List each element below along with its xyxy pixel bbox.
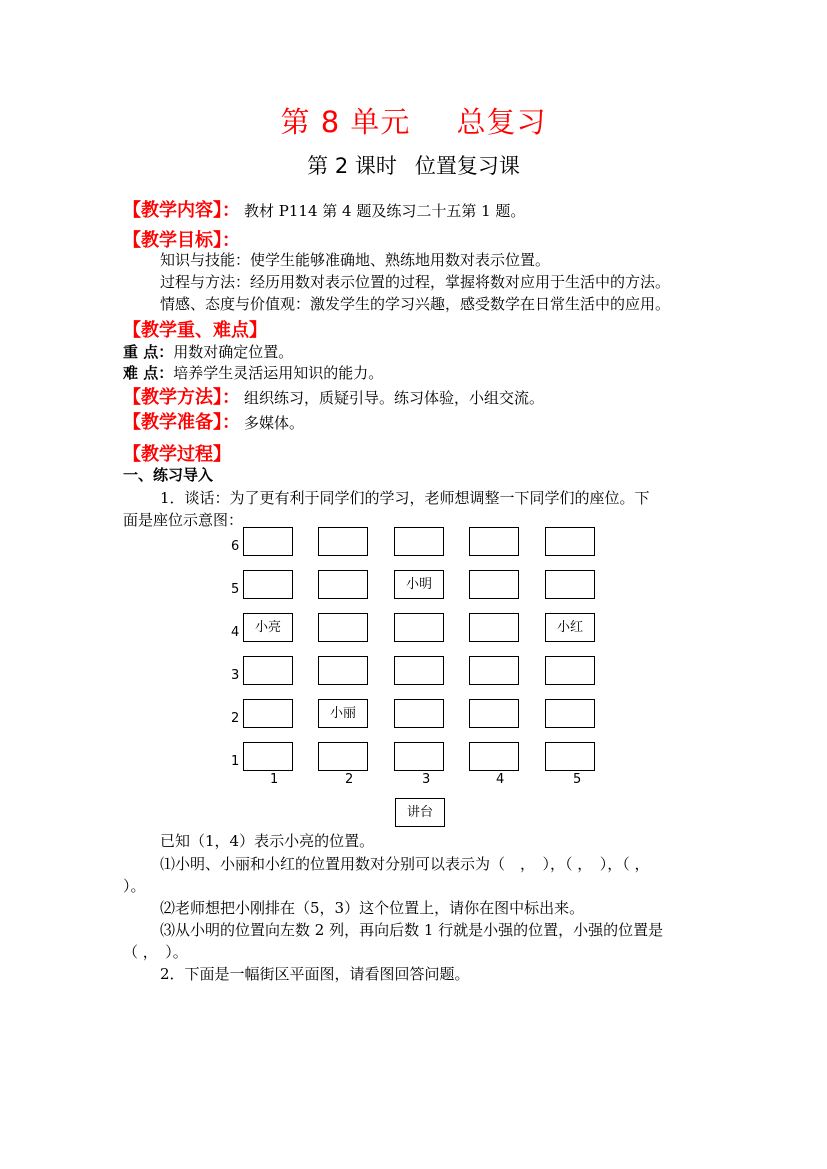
row-label-3: 3 bbox=[231, 668, 240, 683]
goal-knowledge: 知识与技能：使学生能够准确地、熟练地用数对表示位置。 bbox=[160, 251, 551, 269]
seat-r5-c5[interactable] bbox=[545, 570, 595, 599]
seat-r4-c4[interactable] bbox=[469, 613, 519, 642]
question-a-line-2: ）。 bbox=[123, 877, 146, 895]
seat-r5-c4[interactable] bbox=[469, 570, 519, 599]
known-position: 已知（1，4）表示小亮的位置。 bbox=[160, 832, 375, 850]
question-1-line-2: 面是座位示意图： bbox=[123, 511, 244, 529]
row-label-5: 5 bbox=[231, 582, 240, 597]
lesson-number: 第 2 课时 bbox=[307, 154, 397, 178]
content-heading bbox=[123, 196, 525, 222]
question-c-line-1: ⑶从小明的位置向左数 2 列，再向后数 1 行就是小强的位置，小强的位置是 bbox=[160, 921, 664, 939]
question-1-line-1: 1．谈话：为了更有利于同学们的学习，老师想调整一下同学们的座位。下 bbox=[160, 489, 650, 507]
lesson-name: 位置复习课 bbox=[414, 154, 520, 178]
seat-r5-c2[interactable] bbox=[318, 570, 368, 599]
content-value: 教材 P114 第 4 题及练习二十五第 1 题。 bbox=[244, 202, 526, 220]
question-c-line-2: （ ， ）。 bbox=[123, 943, 188, 961]
seat-r5-c1[interactable] bbox=[243, 570, 293, 599]
seat-r2-c4[interactable] bbox=[469, 699, 519, 728]
key-point-value: 用数对确定位置。 bbox=[173, 343, 294, 361]
seat-r4-c3[interactable] bbox=[394, 613, 444, 642]
question-b: ⑵老师想把小刚排在（5，3）这个位置上，请你在图中标出来。 bbox=[160, 899, 585, 917]
seat-r3-c3[interactable] bbox=[394, 656, 444, 685]
goals-label: 【教学目标】： bbox=[123, 230, 240, 251]
keypoints-label: 【教学重、难点】 bbox=[123, 320, 267, 341]
goal-process: 过程与方法：经历用数对表示位置的过程，掌握将数对应用于生活中的方法。 bbox=[160, 273, 671, 291]
seat-r6-c5[interactable] bbox=[545, 527, 595, 556]
process-heading bbox=[123, 440, 231, 466]
unit-name: 总复习 bbox=[456, 105, 547, 139]
section-1-title: 一、练习导入 bbox=[123, 466, 214, 484]
question-2: 2．下面是一幅街区平面图，请看图回答问题。 bbox=[160, 965, 470, 983]
difficult-point-label: 难 点： bbox=[123, 364, 174, 382]
seat-r1-c3[interactable] bbox=[394, 742, 444, 771]
key-point-label: 重 点： bbox=[123, 343, 174, 361]
seat-r6-c2[interactable] bbox=[318, 527, 368, 556]
seat-r1-c4[interactable] bbox=[469, 742, 519, 771]
row-label-4: 4 bbox=[231, 625, 240, 640]
col-label-1: 1 bbox=[270, 772, 279, 787]
seat-r6-c1[interactable] bbox=[243, 527, 293, 556]
seat-r3-c5[interactable] bbox=[545, 656, 595, 685]
difficult-point-value: 培养学生灵活运用知识的能力。 bbox=[173, 364, 384, 382]
methods-label: 【教学方法】： bbox=[123, 387, 240, 408]
question-a-line-1: ⑴小明、小丽和小红的位置用数对分别可以表示为（ ， ），（ ， ），（ ， bbox=[160, 855, 650, 873]
unit-title bbox=[0, 100, 827, 141]
col-label-2: 2 bbox=[345, 772, 354, 787]
process-label: 【教学过程】 bbox=[123, 444, 231, 465]
seat-r2-c3[interactable] bbox=[394, 699, 444, 728]
seat-r6-c4[interactable] bbox=[469, 527, 519, 556]
difficult-point bbox=[123, 362, 383, 383]
seat-r4-c2[interactable] bbox=[318, 613, 368, 642]
lesson-title bbox=[0, 150, 827, 180]
seat-r3-c2[interactable] bbox=[318, 656, 368, 685]
methods-heading bbox=[123, 383, 544, 409]
row-label-2: 2 bbox=[231, 711, 240, 726]
seat-r4-c1[interactable]: 小亮 bbox=[243, 613, 293, 642]
keypoints-heading bbox=[123, 316, 267, 342]
col-label-5: 5 bbox=[573, 772, 582, 787]
seat-r3-c1[interactable] bbox=[243, 656, 293, 685]
seat-r2-c1[interactable] bbox=[243, 699, 293, 728]
content-label: 【教学内容】： bbox=[123, 200, 240, 221]
col-label-4: 4 bbox=[496, 772, 505, 787]
key-point bbox=[123, 341, 293, 362]
seat-r1-c2[interactable] bbox=[318, 742, 368, 771]
seat-r2-c5[interactable] bbox=[545, 699, 595, 728]
row-label-1: 1 bbox=[231, 754, 240, 769]
methods-value: 组织练习，质疑引导。练习体验，小组交流。 bbox=[244, 389, 545, 407]
seat-r6-c3[interactable] bbox=[394, 527, 444, 556]
prep-heading bbox=[123, 408, 304, 434]
seat-r3-c4[interactable] bbox=[469, 656, 519, 685]
seat-r2-c2[interactable]: 小丽 bbox=[318, 699, 368, 728]
seat-r5-c3[interactable]: 小明 bbox=[394, 570, 444, 599]
col-label-3: 3 bbox=[422, 772, 431, 787]
seat-r1-c1[interactable] bbox=[243, 742, 293, 771]
row-label-6: 6 bbox=[231, 539, 240, 554]
seat-r4-c5[interactable]: 小红 bbox=[545, 613, 595, 642]
unit-number: 第 8 单元 bbox=[280, 105, 411, 139]
seat-r1-c5[interactable] bbox=[545, 742, 595, 771]
goal-emotion: 情感、态度与价值观：激发学生的学习兴趣，感受数学在日常生活中的应用。 bbox=[160, 295, 671, 313]
prep-value: 多媒体。 bbox=[244, 414, 305, 432]
podium: 讲台 bbox=[395, 798, 445, 827]
prep-label: 【教学准备】： bbox=[123, 412, 240, 433]
